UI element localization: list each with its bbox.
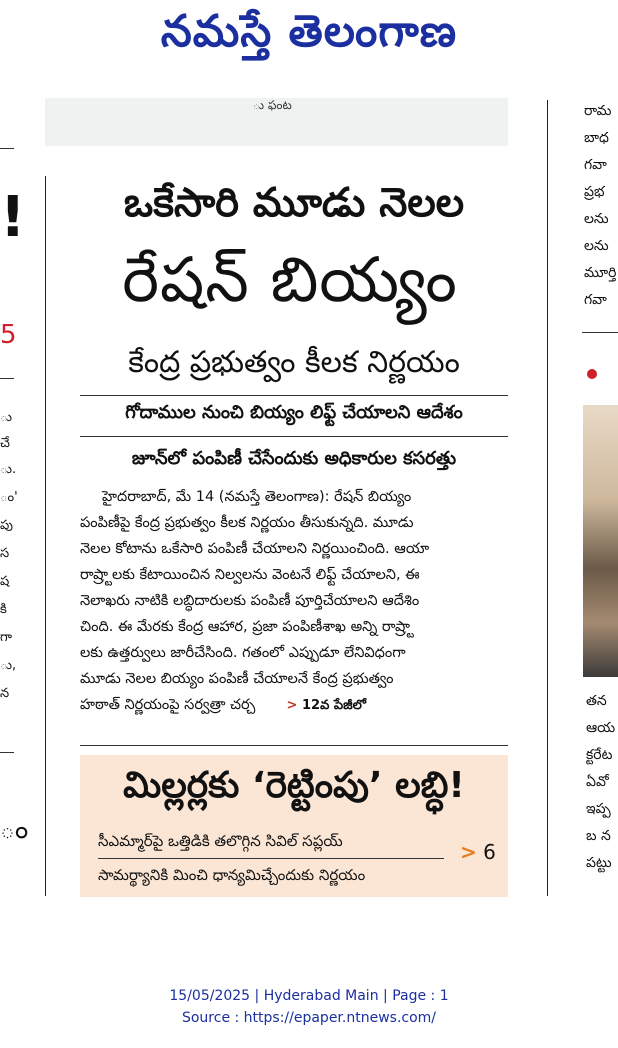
body-line: నెలల కోటాను ఒకేసారి పంపిణీ చేయాలని నిర్ణయించింది. ఆయా [80,541,430,557]
rule-under-headline [80,395,508,396]
article-deck-2: జూన్‌లో పంపిణీ చేసేందుకు అధికారుల కసరత్తు [131,448,457,469]
news-photo [583,405,618,677]
column-rule-right [547,100,548,896]
left-big-fragment-1: ! [0,185,26,250]
continued-link[interactable]: 12వ పేజీలో [301,698,366,713]
left-fragment: ష [0,574,10,589]
left-fragment-red: 5 [0,320,17,350]
right-fragment: పట్టు [586,855,612,871]
right-fragment: గవా [584,292,607,308]
rule-under-deck [80,436,508,437]
right-fragment: బ న [586,828,611,844]
left-big-fragment-2: ం [0,815,29,845]
body-line: లకు ఉత్తర్వులు జారీచేసింది. గతంలో ఎప్పుడూ లేనివిధంగా [80,645,406,661]
body-line: రాష్ర్టాలకు కేటాయించిన నిల్వలను వెంటనే లిఫ్ట్‌ చేయాలని, ఈ [80,567,420,583]
page-arrow-icon: > [460,840,477,864]
right-fragment: గవా [584,157,607,173]
rule-under-body [80,745,508,746]
left-rule-2 [0,378,14,379]
left-fragment: గా [0,630,12,645]
left-fragment: ు. [0,462,17,477]
body-line-last [80,692,508,719]
millers-sub-rule [98,858,444,859]
body-line-last-text: హఠాత్‌ నిర్ణయంపై సర్వత్రా చర్చ [80,697,256,713]
right-fragment: రామ [584,103,612,119]
masthead [0,0,618,75]
right-fragment: లను [584,211,609,227]
teaser-strip [45,98,508,146]
footer-date-edition: 15/05/2025 | Hyderabad Main | Page : 1 [169,988,449,1004]
footer-source-link[interactable]: Source : https://epaper.ntnews.com/ [181,1010,437,1026]
left-fragment: ు, [0,658,17,673]
continued-arrow-icon: > [286,698,298,713]
right-fragment: లను [584,238,609,254]
article-kicker: ఒకేసారి మూడు నెలల [123,180,465,226]
right-fragment: ఆయ [586,720,616,736]
right-rule-1 [582,332,618,333]
millers-page-ref[interactable] [460,840,496,864]
left-fragment: చే [0,436,10,451]
right-fragment: ఏవో [586,774,609,790]
body-line: చింది. ఈ మేరకు కేంద్ర ఆహార, ప్రజా పంపిణీశాఖ అన్ని రాష్ర్టా [80,619,414,635]
right-fragment: ఇప్ప [586,801,611,817]
right-fragment: ప్రభ [584,184,605,200]
left-fragment: కి [0,602,7,617]
article-body [80,484,508,719]
body-line: పంపిణీపై కేంద్ర ప్రభుత్వం కీలక నిర్ణయం తీసుకున్నది. మూడు [80,515,414,531]
left-fragment: స [0,546,10,561]
article-subheadline: కేంద్ర ప్రభుత్వం కీలక నిర్ణయం [128,345,460,380]
article-headline: రేషన్‌ బియ్యం [122,243,458,316]
masthead-logo: నమస్తే తెలంగాణ [160,6,458,57]
millers-headline: మిల్లర్లకు ‘రెట్టింపు’ లబ్ధి! [123,765,465,806]
right-fragment: మూర్తి [584,265,617,281]
column-rule-left [45,176,46,896]
left-fragment: న [0,686,10,701]
body-line: నెలాఖరు నాటికి లబ్ధిదారులకు పంపిణీ పూర్తిచేయాలని ఆదేశిం [80,593,420,609]
left-fragment: పు [0,518,13,533]
left-rule-3 [0,752,14,753]
millers-sub-2: సామర్థ్యానికి మించి ధాన్యమిచ్చేందుకు నిర్ణయం [98,866,366,884]
page-number: 6 [483,840,496,864]
right-fragment: తన [586,693,607,709]
body-line: హైదరాబాద్‌, మే 14 (నమస్తే తెలంగాణ): రేషన్‌ బియ్యం [102,489,412,505]
red-bullet-icon [587,369,597,379]
left-rule-1 [0,148,14,149]
left-fragment: ు [0,410,13,425]
body-line: మూడు నెలల బియ్యం పంపిణీ చేయాలనే కేంద్ర ప్రభుత్వం [80,671,394,687]
millers-sub-1: సీఎమ్మార్‌పై ఒత్తిడికి తలొగ్గిన సివిల్‌ సప్లయ్‌ [98,832,343,850]
right-fragment: బాధ [584,130,609,146]
right-fragment: క్టరేట [586,747,613,763]
left-fragment: ం' [0,490,18,505]
article-deck-1: గోదాముల నుంచి బియ్యం లిఫ్ట్‌ చేయాలని ఆదేశం [125,402,463,423]
teaser-text: ు ఫంట [253,98,292,112]
